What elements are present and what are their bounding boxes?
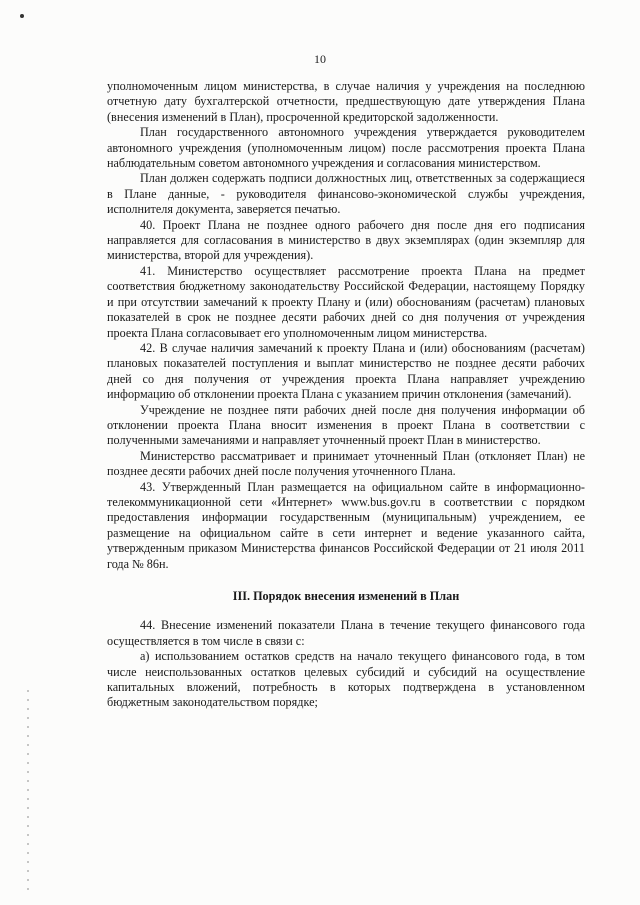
paragraph: План государственного автономного учреждения утверждается руководителем автономного учреждения (уполномоченным лицом) после рассмотрения проекта Плана наблюдательным советом автономного учреждения и согласования министерством. bbox=[107, 125, 585, 171]
paragraph-subitem-a: а) использованием остатков средств на начало текущего финансового года, в том числе неиспользованных остатков целевых субсидий и субсидий на осуществление капитальных вложений, потребность в которых подтверждена в установленном бюджетным законодательством порядке; bbox=[107, 649, 585, 710]
paragraph-item-42: 42. В случае наличия замечаний к проекту Плана и (или) обоснованиям (расчетам) плановых показателей поступления и выплат министерство не позднее десяти рабочих дней со дня получения от учреждения проекта Плана направляет учреждению информацию об отклонении проекта Плана с указанием причин отклонения (замечаний). bbox=[107, 340, 585, 402]
paragraph-item-44: 44. Внесение изменений показатели Плана в течение текущего финансового года осуществляется в том числе в связи с: bbox=[107, 618, 585, 648]
paragraph-item-40: 40. Проект Плана не позднее одного рабочего дня после дня его подписания направляется для согласования в министерство в двух экземплярах (один экземпляр для министерства, второй для учреждения). bbox=[107, 217, 585, 263]
paragraph: Учреждение не позднее пяти рабочих дней после дня получения информации об отклонении проекта Плана вносит изменения в проект Плана в соответствии с полученными замечаниями и направляет уточненный проект План в министерство. bbox=[107, 402, 585, 448]
paragraph-item-41: 41. Министерство осуществляет рассмотрение проекта Плана на предмет соответствия бюджетному законодательству Российской Федерации, настоящему Порядку и при отсутствии замечаний к проекту Плану и (или) обоснованиям (расчетам) плановых показателей в срок не позднее десяти рабочих дней со дня получения от учреждения проекта Плана согласовывает его уполномоченным лицом министерства. bbox=[107, 263, 585, 340]
paragraph: Министерство рассматривает и принимает уточненный План (отклоняет План) не позднее десяти рабочих дней после получения уточненного Плана. bbox=[107, 448, 585, 479]
scan-edge-marks bbox=[27, 690, 29, 890]
paragraph: План должен содержать подписи должностных лиц, ответственных за содержащиеся в Плане данные, - руководителя финансово-экономической службы учреждения, исполнителя документа, заверяется печатью. bbox=[107, 171, 585, 217]
paragraph: уполномоченным лицом министерства, в случае наличия у учреждения на последнюю отчетную дату бухгалтерской отчетности, предшествующую дате утверждения Плана (внесения изменений в План), просроченной кредиторской задолженности. bbox=[107, 79, 585, 124]
paragraph-item-43: 43. Утвержденный План размещается на официальном сайте в информационно-телекоммуникационной сети «Интернет» www.bus.gov.ru в соответствии с порядком предоставления информации государственным (муниципальным) учреждением, ее размещение на официальном сайте в сети интернет и ведение указанного сайта, утвержденным приказом Министерства финансов Российской Федерации от 21 июля 2011 года № 86н. bbox=[107, 479, 585, 571]
page-number: 10 bbox=[314, 52, 326, 66]
section-heading: III. Порядок внесения изменений в План bbox=[232, 589, 460, 603]
scan-artifact bbox=[20, 14, 24, 18]
document-body bbox=[107, 79, 585, 711]
